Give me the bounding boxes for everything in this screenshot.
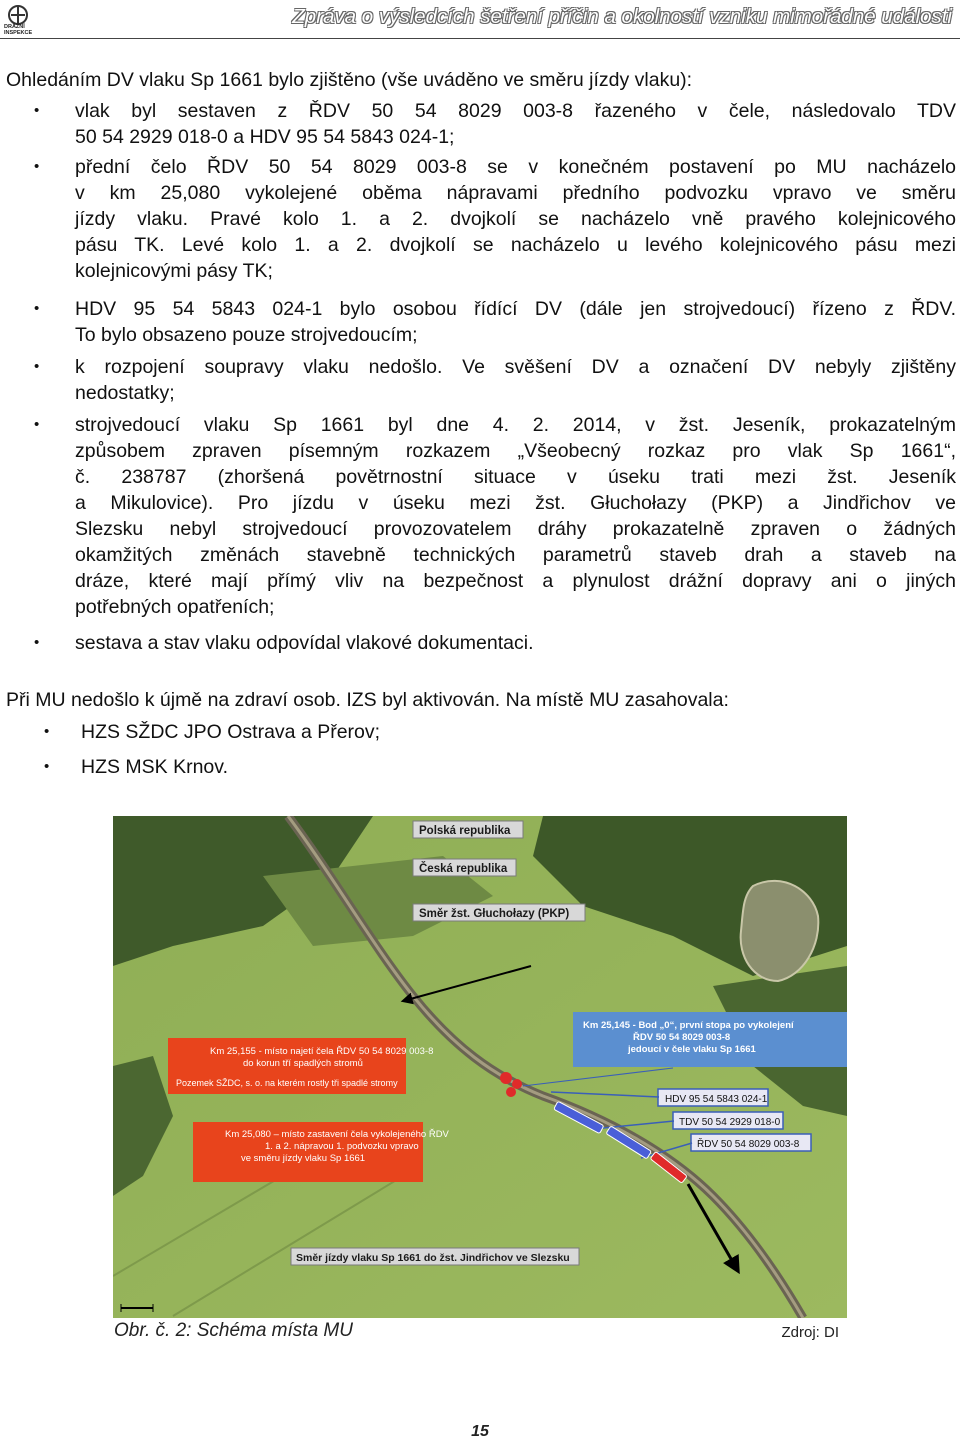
- bullet-icon: •: [34, 158, 40, 175]
- label-point-zero: ŘDV 50 54 8029 003-8: [633, 1032, 731, 1043]
- drazni-inspekce-logo: [4, 3, 46, 35]
- bullet-icon: •: [44, 758, 50, 775]
- finding-line: potřebných opatřeních;: [75, 596, 275, 618]
- intro-paragraph: Ohledáním DV vlaku Sp 1661 bylo zjištěno (vše uváděno ve směru jízdy vlaku):: [6, 69, 693, 91]
- finding-line: sestava a stav vlaku odpovídal vlakové dokumentaci.: [75, 632, 534, 654]
- label-tdv: TDV 50 54 2929 018-0: [679, 1117, 781, 1128]
- header-divider: [0, 38, 960, 39]
- label-tree-fall: Km 25,155 - místo najetí čela ŘDV 50 54 8029 003-8: [210, 1046, 434, 1057]
- bullet-icon: •: [34, 634, 40, 651]
- bullet-icon: •: [44, 723, 50, 740]
- label-stop-position: Km 25,080 – místo zastavení čela vykolejeného ŘDV: [225, 1129, 449, 1140]
- report-title: Zpráva o výsledcích šetření příčin a okolností vzniku mimořádné události: [292, 5, 952, 28]
- finding-line: To bylo obsazeno pouze strojvedoucím;: [75, 324, 418, 346]
- label-point-zero: jedoucí v čele vlaku Sp 1661: [628, 1044, 756, 1055]
- finding-line: č. 238787 (zhoršená povětrnostní situace v úseku trati mezi žst. Jeseník: [75, 466, 956, 488]
- label-direction-glucholazy: Směr žst. Głuchołazy (PKP): [419, 908, 570, 920]
- site-scheme-aerial-map: [113, 816, 847, 1318]
- finding-line: okamžitých změnách stavebně technických parametrů staveb drah a staveb na: [75, 544, 956, 566]
- page-header: [0, 0, 960, 38]
- finding-line: HDV 95 54 5843 024-1 bylo osobou řídící DV (dále jen strojvedoucí) řízeno z ŘDV.: [75, 298, 956, 320]
- label-poland: Polská republika: [419, 825, 511, 837]
- bullet-icon: •: [34, 416, 40, 433]
- rescue-unit-item: HZS SŽDC JPO Ostrava a Přerov;: [81, 721, 381, 743]
- finding-line: přední čelo ŘDV 50 54 8029 003-8 se v konečném postavení po MU nacházelo: [75, 156, 956, 178]
- finding-line: a Mikulovice). Pro jízdu v úseku mezi žst. Głuchołazy (PKP) a Jindřichov ve: [75, 492, 956, 514]
- finding-line: strojvedoucí vlaku Sp 1661 byl dne 4. 2. 2014, v žst. Jeseník, prokazatelným: [75, 414, 956, 436]
- finding-line: jízdy vlaku. Pravé kolo 1. a 2. dvojkolí se nacházelo vně pravého kolejnicového: [75, 208, 956, 230]
- bullet-icon: •: [34, 358, 40, 375]
- finding-line: dráze, které mají přímý vliv na bezpečnost a plynulost drážní dopravy ani o jiných: [75, 570, 956, 592]
- finding-line: pásu TK. Levé kolo 1. a 2. dvojkolí se nacházelo u levého kolejnicového pásu mezi: [75, 234, 956, 256]
- label-direction-jindrichov: Směr jízdy vlaku Sp 1661 do žst. Jindřichov ve Slezsku: [296, 1252, 570, 1264]
- page-number: 15: [471, 1423, 489, 1440]
- finding-line: nedostatky;: [75, 382, 175, 404]
- figure-source: Zdroj: DI: [781, 1324, 839, 1341]
- label-point-zero: Km 25,145 - Bod „0“, první stopa po vykolejení: [583, 1020, 794, 1031]
- finding-line: 50 54 2929 018-0 a HDV 95 54 5843 024-1;: [75, 126, 455, 148]
- bullet-icon: •: [34, 102, 40, 119]
- svg-text:INSPEKCE: INSPEKCE: [4, 30, 33, 35]
- label-hdv: HDV 95 54 5843 024-1: [665, 1094, 768, 1105]
- svg-text:DRÁŽNÍ: DRÁŽNÍ: [4, 24, 25, 30]
- label-stop-position: 1. a 2. nápravou 1. podvozku vpravo: [265, 1141, 419, 1152]
- bullet-icon: •: [34, 300, 40, 317]
- label-rdv: ŘDV 50 54 8029 003-8: [697, 1139, 800, 1150]
- finding-line: způsobem zpraven písemným rozkazem „Všeobecný rozkaz pro vlak Sp 1661“,: [75, 440, 956, 462]
- finding-line: Slezsku nebyl strojvedoucí provozovatelem dráhy prokazatelně zpraven o žádných: [75, 518, 956, 540]
- rescue-intro: Při MU nedošlo k újmě na zdraví osob. IZS byl aktivován. Na místě MU zasahovala:: [6, 689, 729, 711]
- finding-line: k rozpojení soupravy vlaku nedošlo. Ve svěšení DV a označení DV nebyly zjištěny: [75, 356, 956, 378]
- finding-line: vlak byl sestaven z ŘDV 50 54 8029 003-8 řazeného v čele, následovalo TDV: [75, 100, 956, 122]
- label-stop-position: ve směru jízdy vlaku Sp 1661: [241, 1153, 366, 1164]
- rescue-unit-item: HZS MSK Krnov.: [81, 756, 229, 778]
- label-czech: Česká republika: [419, 863, 508, 875]
- figure-caption: Obr. č. 2: Schéma místa MU: [114, 1320, 353, 1341]
- finding-line: v km 25,080 vykolejené oběma nápravami předního podvozku vpravo ve směru: [75, 182, 956, 204]
- label-tree-fall: do korun tří spadlých stromů: [243, 1058, 363, 1069]
- label-plot: Pozemek SŽDC, s. o. na kterém rostly tři spadlé stromy: [176, 1078, 398, 1088]
- finding-line: kolejnicovými pásy TK;: [75, 260, 273, 282]
